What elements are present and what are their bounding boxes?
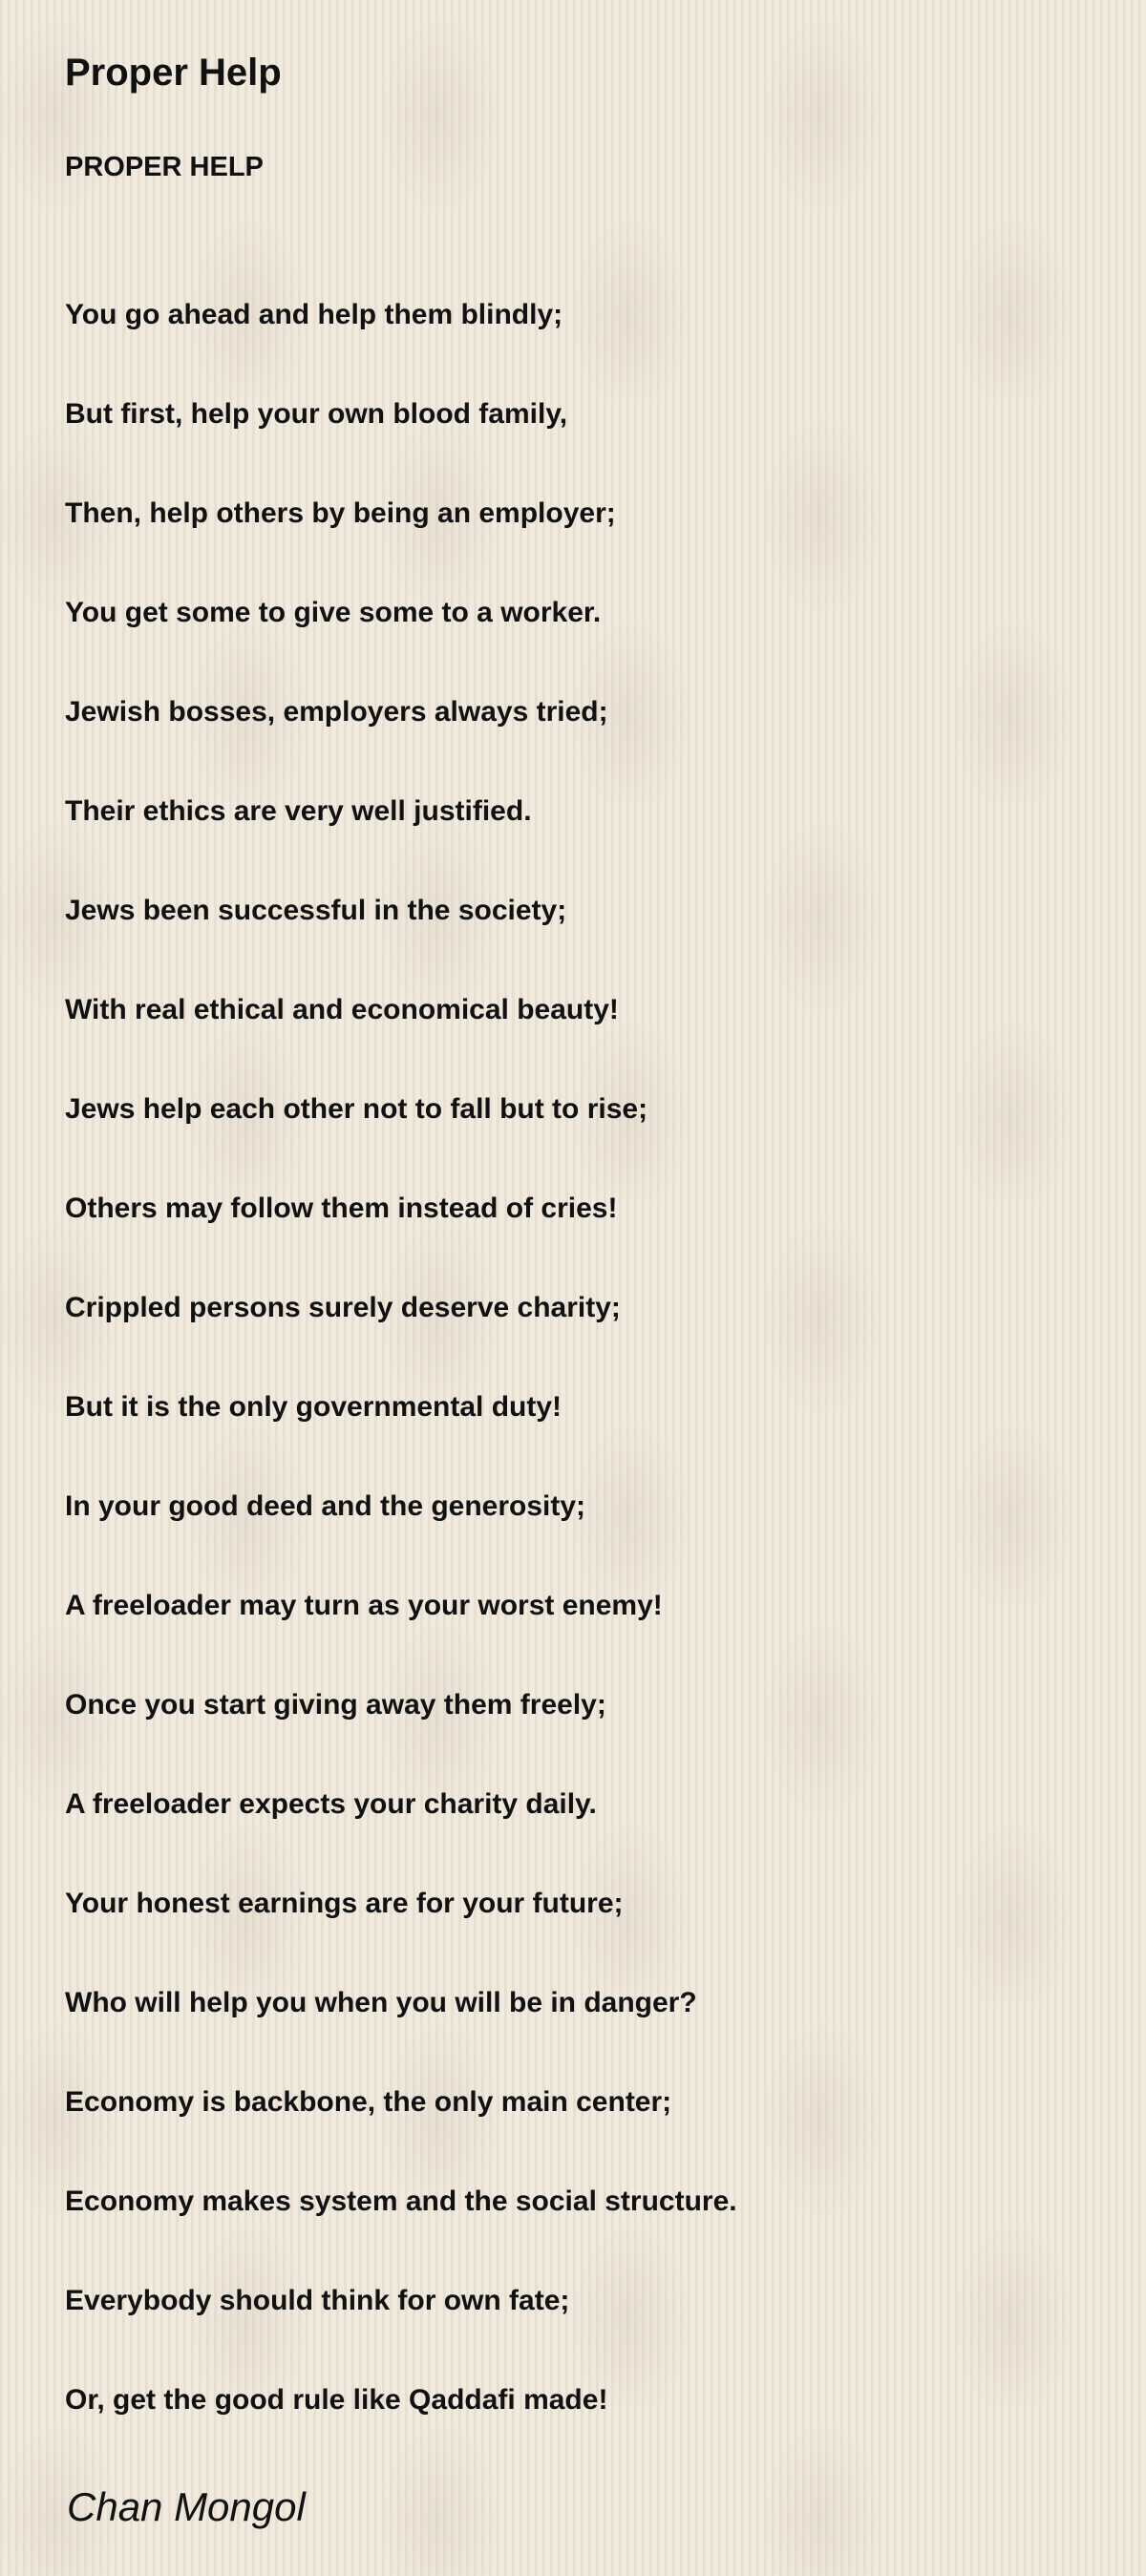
- poem-body: [65, 297, 737, 2481]
- poem-line: Crippled persons surely deserve charity;: [65, 1292, 621, 1323]
- poem-line: In your good deed and the generosity;: [65, 1490, 586, 1522]
- poem-line: Once you start giving away them freely;: [65, 1689, 606, 1721]
- poem-line: Others may follow them instead of cries!: [65, 1193, 618, 1224]
- poem-line: But it is the only governmental duty!: [65, 1391, 562, 1423]
- poem-line: Jewish bosses, employers always tried;: [65, 696, 608, 728]
- poem-line: Who will help you when you will be in danger?: [65, 1987, 697, 2018]
- poem-line: Economy is backbone, the only main center;: [65, 2086, 672, 2118]
- poem-line: You go ahead and help them blindly;: [65, 299, 563, 330]
- poem-line: With real ethical and economical beauty!: [65, 994, 619, 1025]
- poem-subtitle: PROPER HELP: [65, 152, 264, 182]
- poem-title: Proper Help: [65, 52, 282, 94]
- poem-line: But first, help your own blood family,: [65, 398, 568, 430]
- poem-line: Everybody should think for own fate;: [65, 2285, 570, 2316]
- poem-line: Economy makes system and the social structure.: [65, 2185, 737, 2217]
- poem-author: Chan Mongol: [67, 2484, 306, 2529]
- poem-line: Your honest earnings are for your future;: [65, 1888, 624, 1919]
- poem-line: A freeloader may turn as your worst enemy!: [65, 1590, 663, 1621]
- poem-line: Then, help others by being an employer;: [65, 497, 616, 529]
- poem-line: Or, get the good rule like Qaddafi made!: [65, 2384, 608, 2416]
- poem-line: Jews been successful in the society;: [65, 895, 567, 926]
- poem-line: A freeloader expects your charity daily.: [65, 1788, 597, 1820]
- poem-line: You get some to give some to a worker.: [65, 597, 602, 628]
- poem-line: Their ethics are very well justified.: [65, 795, 532, 827]
- poem-line: Jews help each other not to fall but to rise;: [65, 1093, 648, 1125]
